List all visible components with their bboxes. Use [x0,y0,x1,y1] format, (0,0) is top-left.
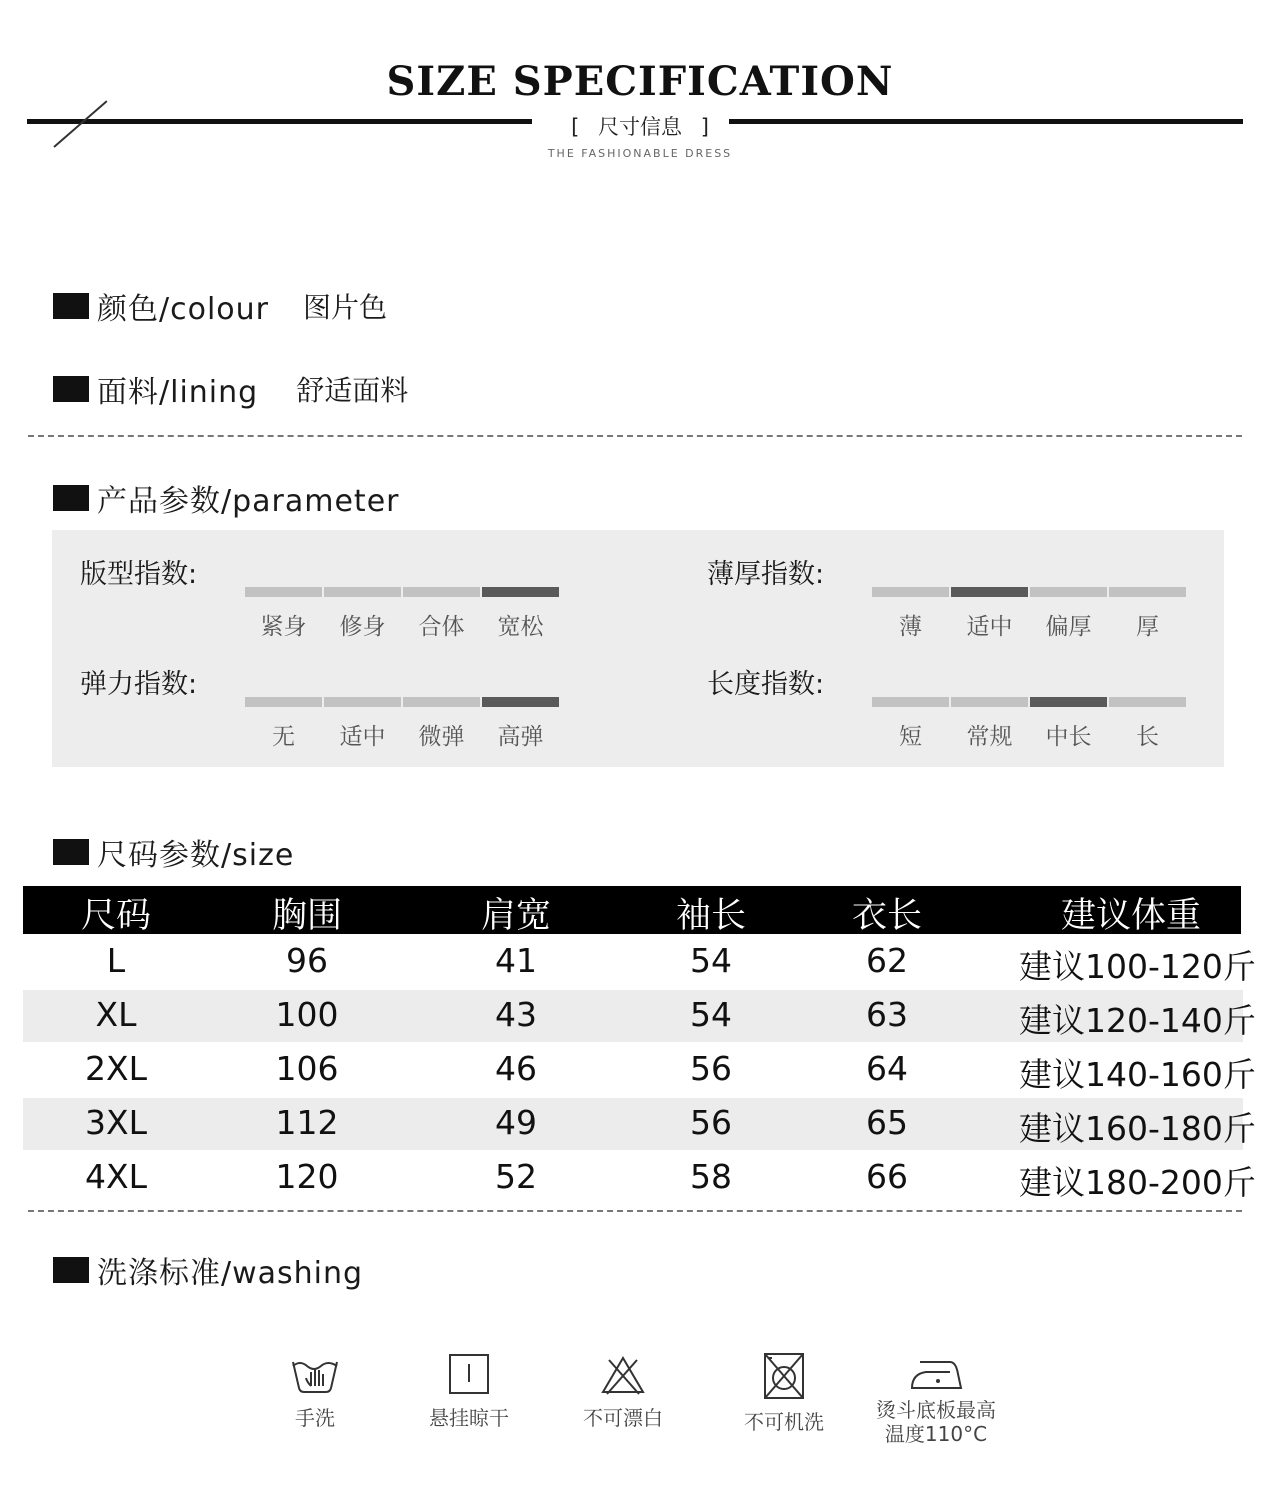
table-row [23,936,1256,988]
wash-label: 手洗 [295,1406,335,1430]
param-option: 偏厚 [1045,614,1092,640]
table-cell: 58 [690,1157,732,1196]
param-option: 短 [899,724,922,750]
param-name: 版型指数: [80,559,198,590]
table-cell: 52 [495,1157,537,1196]
table-cell: 46 [495,1049,537,1088]
table-cell: 63 [866,995,908,1034]
subtitle-text: 尺寸信息 [598,115,682,139]
table-cell: 56 [690,1049,732,1088]
table-header-cell: 尺码 [80,896,151,936]
table-cell: XL [95,995,137,1034]
wash-label: 烫斗底板最高 [876,1398,996,1422]
wash-label: 悬挂晾干 [429,1406,509,1430]
header-subtitle [0,111,1280,141]
table-cell: 建议100-120斤 [1019,947,1256,986]
table-cell: 64 [866,1049,908,1088]
table-header-cell: 衣长 [851,896,922,936]
table-cell: 建议140-160斤 [1019,1055,1256,1094]
table-cell: 96 [286,941,328,980]
colour-row [53,284,387,328]
param-name: 薄厚指数: [707,559,825,590]
wash-label: 不可机洗 [744,1410,824,1434]
table-header-cell: 建议体重 [1060,896,1201,936]
table-cell: 43 [495,995,537,1034]
param-option: 长 [1136,724,1159,750]
param-bar [245,587,322,597]
size-heading [53,830,294,874]
wash-item-no-machine-wash [704,1350,864,1435]
table-cell: 62 [866,941,908,980]
colour-value: 图片色 [303,291,388,324]
table-row [23,990,1256,1042]
size-label: 尺码参数/size [97,838,295,873]
section-marker [53,293,89,319]
param-option: 宽松 [497,614,544,640]
table-cell: 建议180-200斤 [1019,1163,1256,1202]
wash-item-hand-wash [235,1350,395,1431]
bracket-open: [ [571,115,580,139]
param-name: 弹力指数: [80,669,198,700]
table-row [23,1098,1256,1150]
param-bar [872,587,949,597]
wash-item-no-bleach [543,1350,703,1431]
lining-value: 舒适面料 [296,374,409,407]
param-option: 适中 [339,724,386,750]
washing-heading [53,1248,363,1292]
param-bar [324,587,401,597]
param-bar [324,697,401,707]
param-option: 修身 [339,614,386,640]
parameter-heading [53,476,400,520]
table-cell: 49 [495,1103,537,1142]
param-option: 高弹 [497,724,544,750]
page-title: SIZE SPECIFICATION [386,58,894,105]
table-cell: 54 [690,995,732,1034]
wash-label: 不可漂白 [583,1406,663,1430]
table-row [23,1152,1256,1204]
no-bleach-icon [597,1350,649,1398]
no-machine-wash-icon [760,1350,808,1402]
table-header-cell: 胸围 [271,896,342,936]
header-tagline: THE FASHIONABLE DRESS [547,147,733,160]
size-table-header [23,886,1241,934]
hang-dry-icon [445,1350,493,1398]
colour-label: 颜色/colour [97,292,269,327]
bracket-close: ] [700,115,709,139]
param-option: 常规 [966,724,1013,750]
divider [28,1210,1242,1212]
param-bar-selected [1030,697,1107,707]
table-cell: 112 [275,1103,339,1142]
param-bar-selected [482,697,559,707]
param-option: 微弹 [418,724,465,750]
section-marker [53,1257,89,1283]
table-cell: 建议160-180斤 [1019,1109,1256,1148]
table-header-cell: 肩宽 [480,896,551,936]
param-bar-selected [482,587,559,597]
param-option: 无 [272,724,295,750]
table-cell: 建议120-140斤 [1019,1001,1256,1040]
table-cell: 41 [495,941,537,980]
param-option: 合体 [418,614,465,640]
section-marker [53,485,89,511]
param-bar [403,697,480,707]
param-name: 长度指数: [707,669,825,700]
table-cell: 65 [866,1103,908,1142]
table-cell: 2XL [85,1049,147,1088]
table-cell: 3XL [85,1103,147,1142]
param-bar [872,697,949,707]
lining-label: 面料/lining [97,375,259,410]
param-bar [1109,697,1186,707]
table-cell: 66 [866,1157,908,1196]
parameter-panel [52,530,1224,767]
washing-label: 洗涤标准/washing [97,1256,364,1291]
wash-item-hang-dry [389,1350,549,1431]
wash-label-line2: 温度110°C [884,1422,988,1446]
param-bar-selected [951,587,1028,597]
param-bar [1030,587,1107,597]
section-marker [53,376,89,402]
table-cell: 100 [275,995,339,1034]
param-bar [403,587,480,597]
table-row [23,1044,1256,1096]
param-option: 薄 [899,614,922,640]
hand-wash-icon [287,1350,343,1398]
table-cell: 54 [690,941,732,980]
wash-item-iron [856,1354,1016,1446]
param-bar [1109,587,1186,597]
divider [28,435,1242,437]
table-cell: L [106,941,126,980]
param-option: 紧身 [260,614,307,640]
table-cell: 4XL [85,1157,147,1196]
table-cell: 56 [690,1103,732,1142]
param-bar [951,697,1028,707]
param-option: 中长 [1045,724,1092,750]
table-cell: 120 [275,1157,339,1196]
table-header-cell: 袖长 [675,896,746,936]
lining-row [53,367,408,411]
param-option: 厚 [1136,614,1159,640]
parameter-label: 产品参数/parameter [97,484,400,519]
iron-icon [906,1354,966,1394]
section-marker [53,839,89,865]
param-option: 适中 [966,614,1013,640]
param-bar [245,697,322,707]
table-cell: 106 [275,1049,339,1088]
